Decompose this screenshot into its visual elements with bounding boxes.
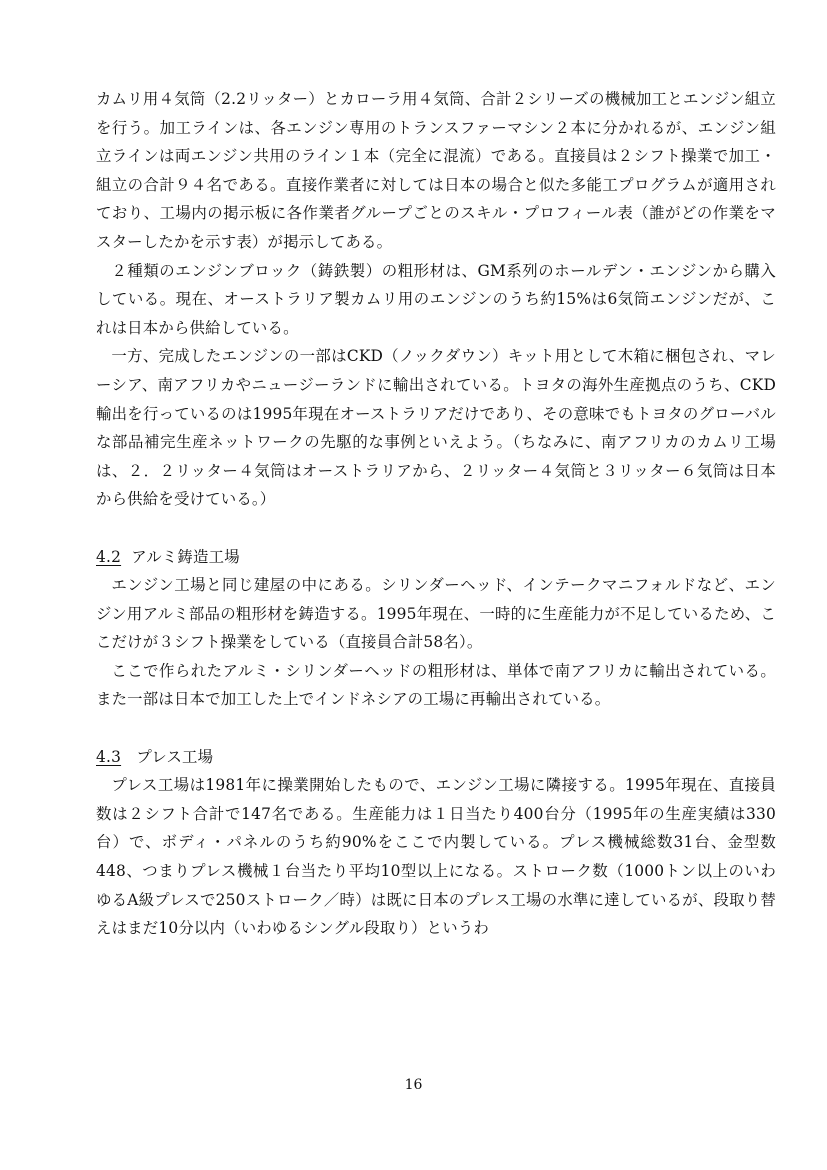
paragraph-engine-plant-intro: カムリ用４気筒（2.2リッター）とカローラ用４気筒、合計２シリーズの機械加工とエンジン組立を行う。加工ラインは、各エンジン専用のトランスファーマシン２本に分かれるが、エンジン組立ラインは両エンジン共用のライン１本（完全に混流）である。直接員は２シフト操業で加工・組立の合計９４名である。直接作業者に対しては日本の場合と似た多能工プログラムが適用されており、工場内の掲示板に各作業者グループごとのスキル・プロフィール表（誰がどの作業をマスターしたかを示す表）が掲示してある。 — [96, 90, 776, 251]
paragraph-press-plant: プレス工場は1981年に操業開始したもので、エンジン工場に隣接する。1995年現在、直接員数は２シフト合計で147名である。生産能力は１日当たり400台分（1995年の生産実績は330台）で、ボディ・パネルのうち約90%をここで内製している。プレス機械総数31台、金型数448、つまりプレス機械１台当たり平均10型以上になる。ストローク数（1000トン以上のいわゆるA級プレスで250ストローク／時）は既に日本のプレス工場の水準に達しているが、段取り替えはまだ10分以内（いわゆるシングル段取り）というわ — [96, 776, 776, 938]
section-heading-4-3 — [96, 743, 776, 772]
section-title: アルミ鋳造工場 — [131, 547, 240, 566]
section-number: 4.2 — [96, 547, 122, 566]
section-title: プレス工場 — [136, 747, 214, 766]
section-heading-4-2 — [96, 543, 776, 572]
paragraph-aluminum-casting: エンジン工場と同じ建屋の中にある。シリンダーヘッド、インテークマニフォルドなど、エンジン用アルミ部品の粗形材を鋳造する。1995年現在、一時的に生産能力が不足しているため、ここだけが３シフト操業をしている（直接員合計58名）。 — [96, 576, 776, 652]
page-number: 16 — [404, 1077, 423, 1093]
section-spacer — [96, 514, 776, 543]
section-number: 4.3 — [96, 747, 122, 766]
paragraph-aluminum-export: ここで作られたアルミ・シリンダーヘッドの粗形材は、単体で南アフリカに輸出されている。また一部は日本で加工した上でインドネシアの工場に再輸出されている。 — [96, 661, 776, 709]
body-text — [96, 85, 776, 943]
paragraph-engine-block-sourcing: ２種類のエンジンブロック（鋳鉄製）の粗形材は、GM系列のホールデン・エンジンから購入している。現在、オーストラリア製カムリ用のエンジンのうち約15%は6気筒エンジンだが、これは日本から供給している。 — [96, 261, 776, 337]
paragraph-ckd-export: 一方、完成したエンジンの一部はCKD（ノックダウン）キット用として木箱に梱包され、マレーシア、南アフリカやニュージーランドに輸出されている。トヨタの海外生産拠点のうち、CKD輸出を行っているのは1995年現在オーストラリアだけであり、その意味でもトヨタのグローバルな部品補完生産ネットワークの先駆的な事例といえよう。（ちなみに、南アフリカのカムリ工場は、２．２リッター４気筒はオーストラリアから、２リッター４気筒と３リッター６気筒は日本から供給を受けている。） — [96, 347, 776, 509]
section-spacer — [96, 714, 776, 743]
